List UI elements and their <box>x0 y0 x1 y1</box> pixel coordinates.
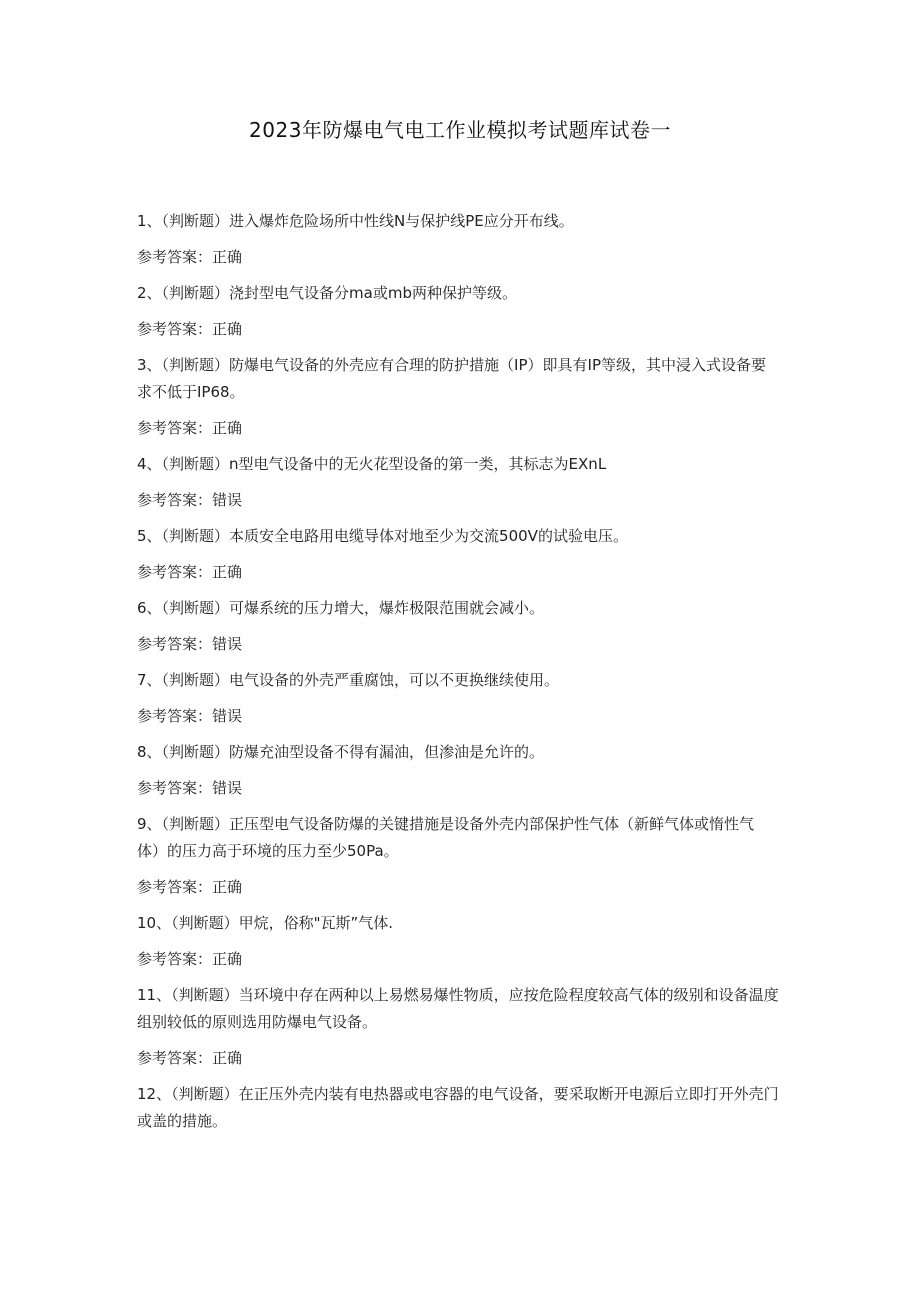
answer-7: 参考答案：错误 <box>137 707 243 725</box>
question-list <box>137 208 787 1135</box>
answer-10: 参考答案：正确 <box>137 950 243 968</box>
answer-8: 参考答案：错误 <box>137 779 243 797</box>
answer-9: 参考答案：正确 <box>137 878 243 896</box>
question-9: 9、（判断题）正压型电气设备防爆的关键措施是设备外壳内部保护性气体（新鲜气体或惰性气体）的压力高于环境的压力至少50Pa。 <box>137 815 755 860</box>
question-3: 3、（判断题）防爆电气设备的外壳应有合理的防护措施（IP）即具有IP等级，其中浸入式设备要求不低于IP68。 <box>137 356 766 401</box>
question-6: 6、（判断题）可爆系统的压力增大，爆炸极限范围就会减小。 <box>137 599 545 617</box>
answer-3: 参考答案：正确 <box>137 419 243 437</box>
question-5: 5、（判断题）本质安全电路用电缆导体对地至少为交流500V的试验电压。 <box>137 527 628 545</box>
answer-11: 参考答案：正确 <box>137 1049 243 1067</box>
question-8: 8、（判断题）防爆充油型设备不得有漏油，但渗油是允许的。 <box>137 743 545 761</box>
answer-6: 参考答案：错误 <box>137 635 243 653</box>
answer-4: 参考答案：错误 <box>137 491 243 509</box>
answer-1: 参考答案：正确 <box>137 248 243 266</box>
answer-2: 参考答案：正确 <box>137 320 243 338</box>
question-10: 10、（判断题）甲烷，俗称"瓦斯”气体. <box>137 914 394 932</box>
document-title: 2023年防爆电气电工作业模拟考试题库试卷一 <box>249 118 671 142</box>
question-1: 1、（判断题）进入爆炸危险场所中性线N与保护线PE应分开布线。 <box>137 212 574 230</box>
question-7: 7、（判断题）电气设备的外壳严重腐蚀，可以不更换继续使用。 <box>137 671 560 689</box>
question-4: 4、（判断题）n型电气设备中的无火花型设备的第一类，其标志为EXnL <box>137 455 607 473</box>
answer-5: 参考答案：正确 <box>137 563 243 581</box>
question-11: 11、（判断题）当环境中存在两种以上易燃易爆性物质，应按危险程度较高气体的级别和设备温度组别较低的原则选用防爆电气设备。 <box>137 986 779 1031</box>
question-2: 2、（判断题）浇封型电气设备分ma或mb两种保护等级。 <box>137 284 517 302</box>
question-12: 12、（判断题）在正压外壳内装有电热器或电容器的电气设备，要采取断开电源后立即打开外壳门或盖的措施。 <box>137 1085 779 1130</box>
